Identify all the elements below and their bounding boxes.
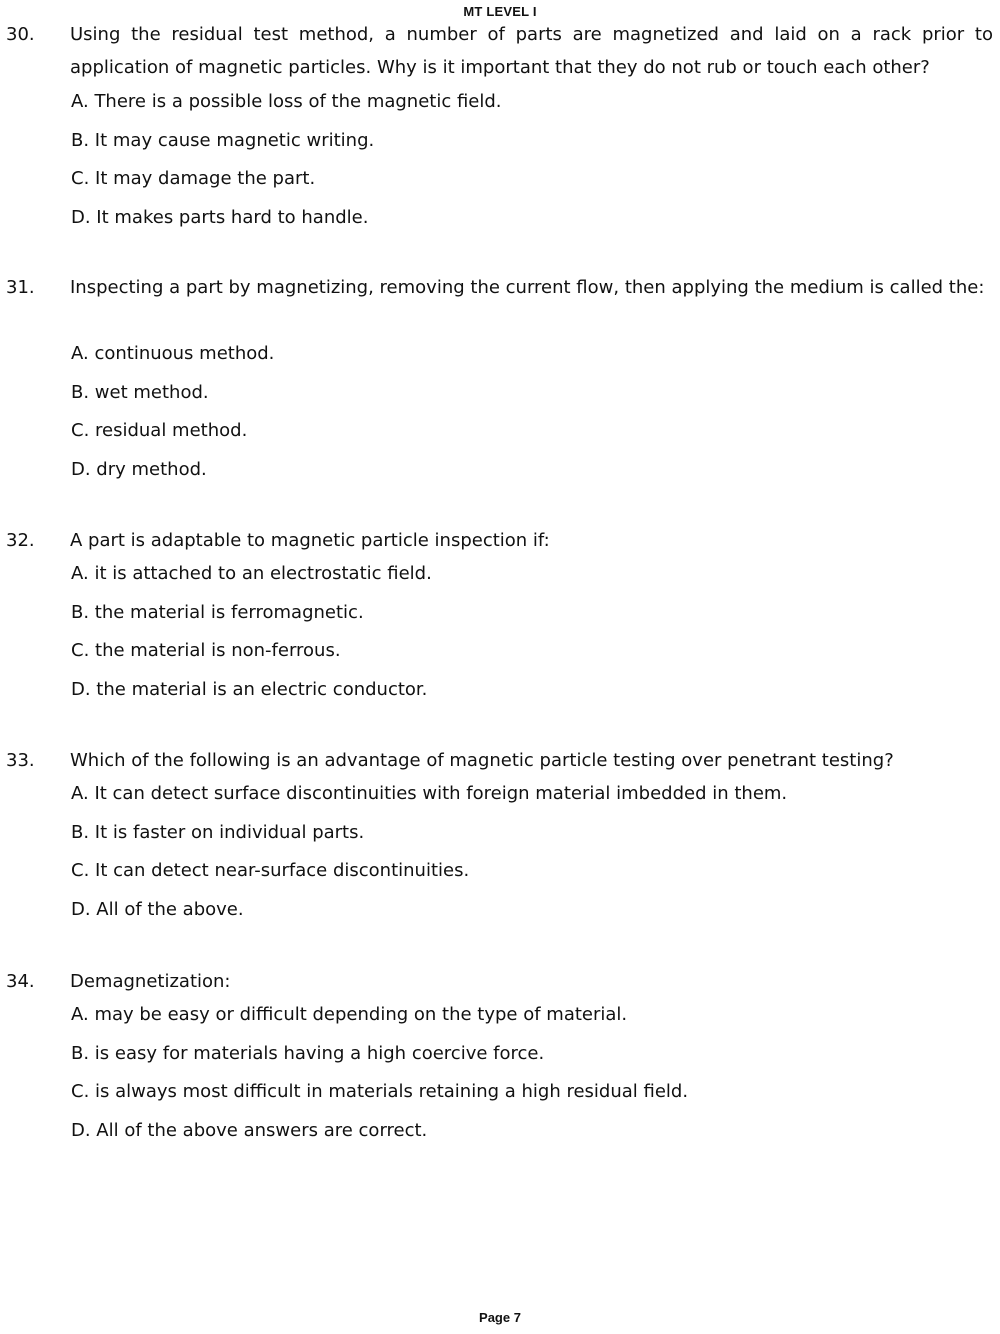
option-list — [71, 780, 991, 934]
question-text: Using the residual test method, a number of parts are magnetized and laid on a rack prior to application of magnetic particles. Why is it important that they do not rub or touch each other? — [70, 24, 993, 78]
question-number: 34. — [6, 971, 35, 992]
question-number: 33. — [6, 750, 35, 771]
page-header-title: MT LEVEL I — [463, 4, 537, 19]
question-text: A part is adaptable to magnetic particle inspection if: — [70, 530, 550, 551]
page-number: Page 7 — [479, 1310, 521, 1325]
question-number: 30. — [6, 24, 35, 45]
option-d: D. It makes parts hard to handle. — [71, 206, 369, 228]
question-text: Demagnetization: — [70, 971, 231, 992]
option-b: B. is easy for materials having a high coercive force. — [71, 1042, 545, 1064]
option-b: B. It may cause magnetic writing. — [71, 129, 375, 151]
option-b: B. It is faster on individual parts. — [71, 821, 365, 843]
option-c: C. It may damage the part. — [71, 168, 316, 189]
question-text: Which of the following is an advantage of magnetic particle testing over penetrant testing? — [70, 750, 894, 771]
option-a: A. it is attached to an electrostatic field. — [71, 563, 432, 584]
option-d: D. All of the above. — [71, 898, 244, 920]
question-text: Inspecting a part by magnetizing, removing the current flow, then applying the medium is called the: — [70, 277, 985, 298]
option-b: B. wet method. — [71, 381, 209, 403]
option-a: A. may be easy or difficult depending on the type of material. — [71, 1004, 628, 1025]
option-a: A. It can detect surface discontinuities with foreign material imbedded in them. — [71, 783, 788, 804]
option-d: D. dry method. — [71, 458, 207, 480]
option-list — [71, 340, 991, 494]
option-c: C. It can detect near-surface discontinuities. — [71, 860, 470, 881]
question-number: 31. — [6, 277, 35, 298]
option-c: C. is always most difficult in materials retaining a high residual field. — [71, 1081, 689, 1102]
option-list — [71, 88, 991, 242]
option-b: B. the material is ferromagnetic. — [71, 601, 364, 623]
option-d: D. the material is an electric conductor. — [71, 678, 428, 700]
option-a: A. There is a possible loss of the magnetic field. — [71, 91, 502, 112]
option-d: D. All of the above answers are correct. — [71, 1119, 428, 1141]
option-c: C. the material is non-ferrous. — [71, 640, 341, 661]
option-list — [71, 1001, 991, 1155]
option-c: C. residual method. — [71, 420, 248, 441]
question-number: 32. — [6, 530, 35, 551]
option-a: A. continuous method. — [71, 343, 275, 364]
option-list — [71, 560, 991, 714]
